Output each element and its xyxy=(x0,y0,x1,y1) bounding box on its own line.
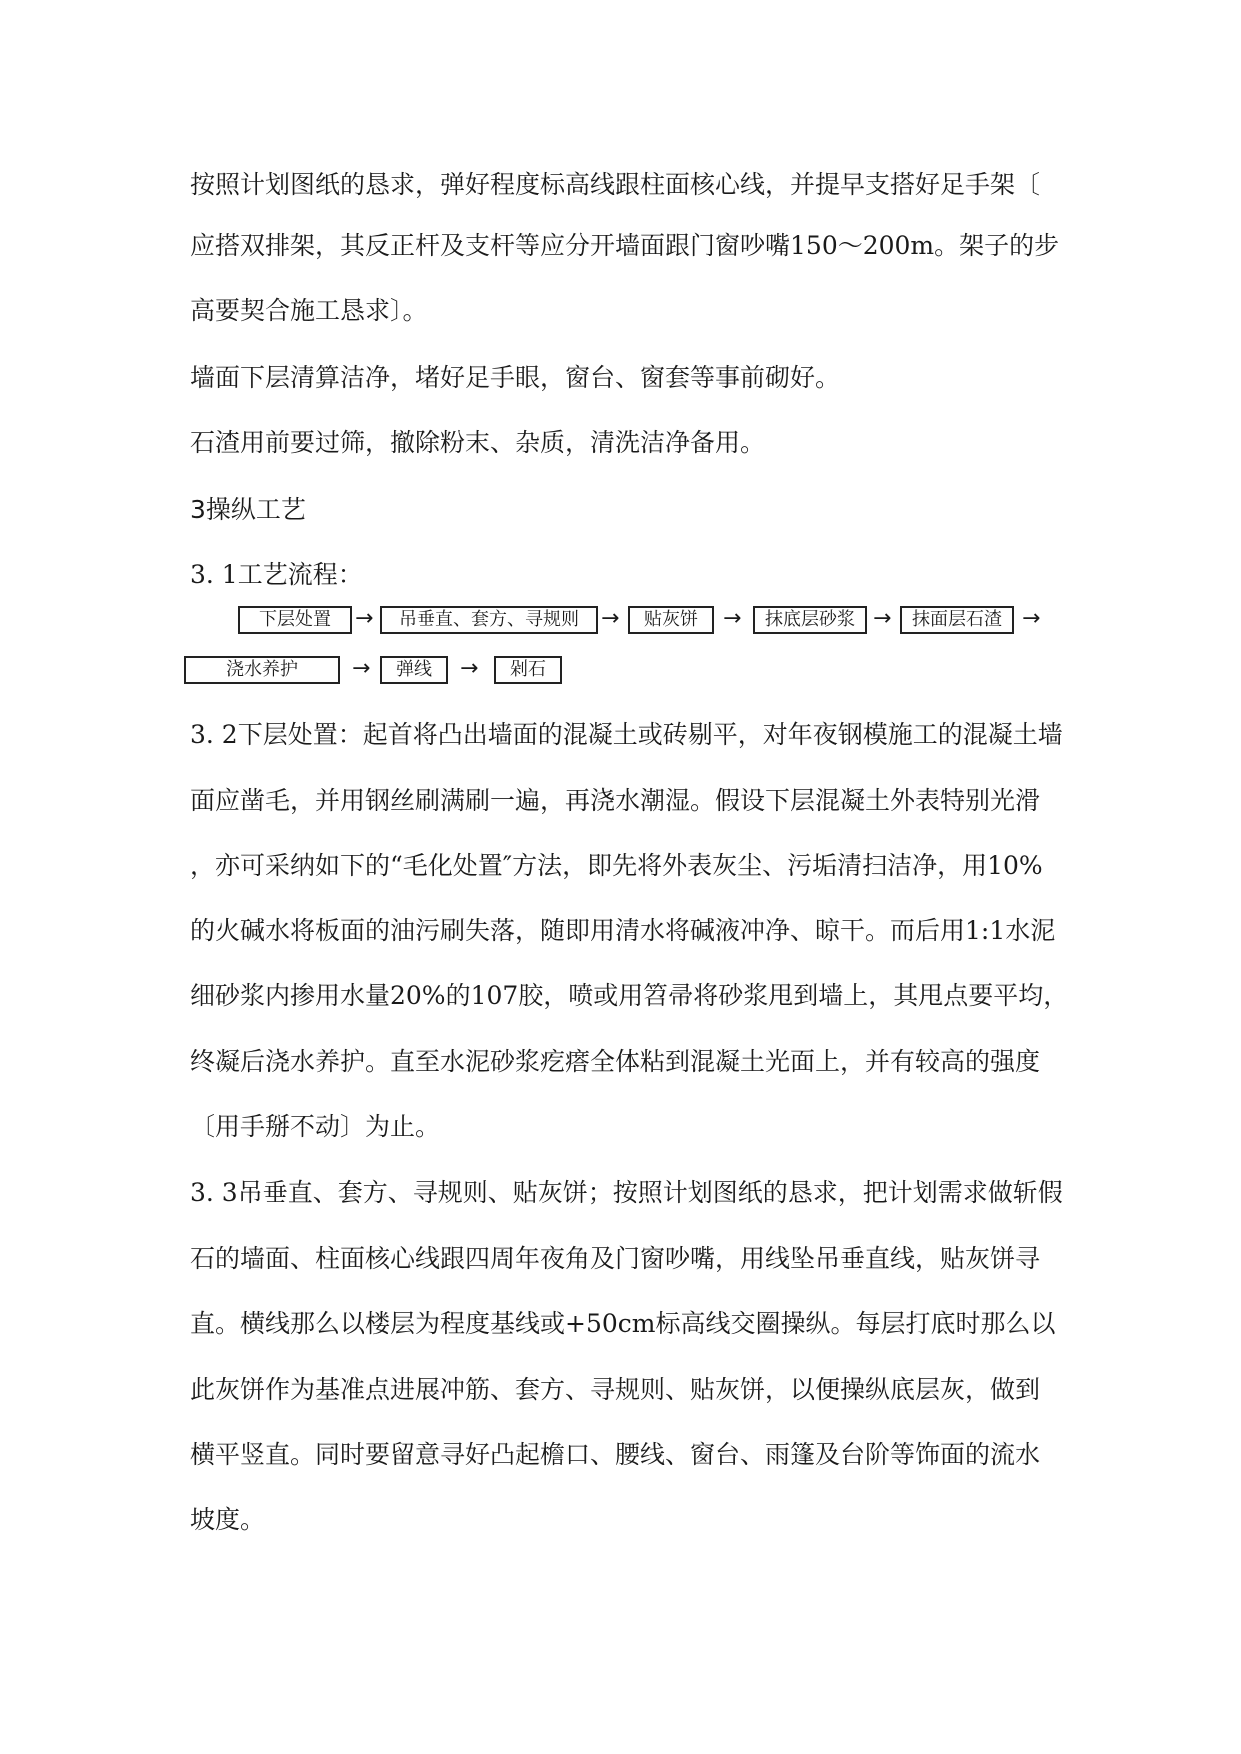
paragraph-line: 〔用手掰不动〕为止。 xyxy=(190,1112,441,1141)
paragraph-line: 高要契合施工恳求〕。 xyxy=(190,296,428,325)
paragraph-line: 按照计划图纸的恳求，弹好程度标高线跟柱面核心线，并提早支搭好足手架〔 xyxy=(190,170,1041,199)
flow-step-box: 吊垂直、套方、寻规则 xyxy=(380,606,598,634)
paragraph-line: 墙面下层清算洁净，堵好足手眼，窗台、窗套等事前砌好。 xyxy=(190,363,841,392)
section-heading: 3操纵工艺 xyxy=(190,495,306,524)
paragraph-line: 此灰饼作为基准点进展冲筋、套方、寻规则、贴灰饼，以便操纵底层灰，做到 xyxy=(190,1375,1041,1404)
flow-step-box: 下层处置 xyxy=(238,606,352,634)
paragraph-line: 坡度。 xyxy=(190,1505,266,1534)
flow-step-box: 贴灰饼 xyxy=(628,606,714,634)
flow-arrow: → xyxy=(723,606,742,631)
paragraph-line: ，亦可采纳如下的“毛化处置″方法，即先将外表灰尘、污垢清扫洁净，用10% xyxy=(190,851,1043,880)
paragraph-line: 石的墙面、柱面核心线跟四周年夜角及门窗吵嘴，用线坠吊垂直线，贴灰饼寻 xyxy=(190,1244,1041,1273)
flow-step-box: 剁石 xyxy=(494,656,562,684)
paragraph-line: 面应凿毛，并用钢丝刷满刷一遍，再浇水潮湿。假设下层混凝土外表特别光滑 xyxy=(190,786,1041,815)
flow-arrow: → xyxy=(601,606,620,631)
paragraph-line: 3. 3吊垂直、套方、寻规则、贴灰饼；按照计划图纸的恳求，把计划需求做斩假 xyxy=(190,1178,1063,1207)
flow-step-box: 抹面层石渣 xyxy=(900,606,1014,634)
flow-arrow: → xyxy=(1022,606,1041,631)
flow-arrow: → xyxy=(873,606,892,631)
paragraph-line: 石渣用前要过筛，撤除粉末、杂质，清洗洁净备用。 xyxy=(190,428,766,457)
paragraph-line: 终凝后浇水养护。直至水泥砂浆疙瘩全体粘到混凝土光面上，并有较高的强度 xyxy=(190,1047,1041,1076)
flow-step-box: 抹底层砂浆 xyxy=(753,606,867,634)
paragraph-line: 3. 2下层处置：起首将凸出墙面的混凝土或砖剔平，对年夜钢模施工的混凝土墙 xyxy=(190,720,1063,749)
flow-step-box: 弹线 xyxy=(380,656,448,684)
paragraph-line: 的火碱水将板面的油污刷失落，随即用清水将碱液冲净、晾干。而后用1:1水泥 xyxy=(190,916,1056,945)
paragraph-line: 直。横线那么以楼层为程度基线或+50cm标高线交圈操纵。每层打底时那么以 xyxy=(190,1309,1056,1338)
paragraph-line: 应搭双排架，其反正杆及支杆等应分开墙面跟门窗吵嘴150～200m。架子的步 xyxy=(190,231,1060,260)
flow-arrow: → xyxy=(355,606,374,631)
flow-arrow: → xyxy=(460,656,479,681)
flow-step-box: 浇水养护 xyxy=(184,656,340,684)
paragraph-line: 细砂浆内掺用水量20%的107胶，喷或用笤帚将砂浆甩到墙上，其甩点要平均， xyxy=(190,981,1069,1010)
subsection-label: 3. 1工艺流程： xyxy=(190,560,363,589)
paragraph-line: 横平竖直。同时要留意寻好凸起檐口、腰线、窗台、雨篷及台阶等饰面的流水 xyxy=(190,1440,1041,1469)
flow-arrow: → xyxy=(352,656,371,681)
